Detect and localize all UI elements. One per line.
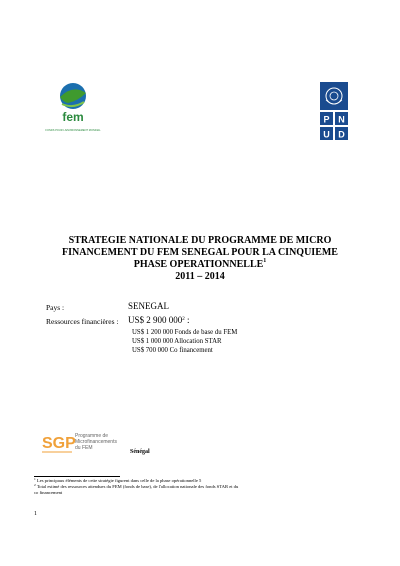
title-line-1: STRATEGIE NATIONALE DU PROGRAMME DE MICRO xyxy=(68,235,332,246)
sgp-emblem-icon xyxy=(42,428,117,464)
footnote-divider xyxy=(34,476,120,477)
svg-text:SGP: SGP xyxy=(42,435,76,452)
footnote-1: $^1$ Les principaux éléments de cette stratégie figurent dans celle de la phase opérationnelle 5 xyxy=(34,477,202,483)
footnotes xyxy=(34,478,364,496)
footnote-ref-2: 2 xyxy=(182,317,185,322)
resources-label: Ressources financières : xyxy=(46,317,119,326)
place-caption: Sénégal xyxy=(130,449,150,455)
sgp-logo xyxy=(42,428,117,464)
document-page: fem FONDS POUR L'ENVIRONNEMENT MONDIAL P N U D STRATEGIE NATIONALE DU PROGRAMME DE MICRO FINANCEMENT DU FEM SENEGAL POUR LA CINQUIEME PHASE OPERATIONNELLE$^1$ 2011 – 2014 Pays : SENEGAL Ressources financières : US$ 2 900 $000^2$ : US$ 1 200 000 Fonds de base du FEM US$ 1 000 000 Allocation STAR US$ 700 000 Co financement SGP Programme de Microfinancements du FEM Sénégal $^1$ Les principaux éléments de cette stratégie figurent dans celle de la phase opérationnelle 5 $^2$ Total estimé des ressources attendues du FEM (fonds de base), de l'allocation nationale des fonds STAR et du co financement 1 xyxy=(0,0,400,566)
undp-logo xyxy=(320,82,348,140)
svg-text:fem: fem xyxy=(62,110,84,124)
footnote-2: $^2$ Total estimé des ressources attendues du FEM (fonds de base), de l'allocation nationale des fonds STAR et du xyxy=(34,483,239,489)
title-line-2: FINANCEMENT DU FEM SENEGAL POUR LA CINQUIEME xyxy=(62,247,338,258)
fem-logo xyxy=(38,80,108,134)
fem-globe-icon xyxy=(38,80,108,134)
svg-text:Microfinancements: Microfinancements xyxy=(75,439,117,445)
title-line-3: PHASE OPERATIONNELLE$^1$ xyxy=(133,258,267,270)
footnote-2-continued: co financement xyxy=(34,490,63,495)
document-title xyxy=(30,235,370,283)
title-years: 2011 – 2014 xyxy=(175,271,225,282)
undp-emblem-icon xyxy=(320,82,348,140)
svg-text:D: D xyxy=(338,129,345,140)
svg-text:N: N xyxy=(338,114,345,125)
country-label: Pays : xyxy=(46,303,65,312)
svg-text:du FEM: du FEM xyxy=(75,445,93,451)
footnote-ref-1: 1 xyxy=(263,258,267,264)
svg-text:P: P xyxy=(323,114,330,125)
resources-value: US$ 2 900 $000^2$ : xyxy=(128,315,190,325)
svg-text:FONDS POUR L'ENVIRONNEMENT MON: FONDS POUR L'ENVIRONNEMENT MONDIAL xyxy=(45,129,101,132)
country-value: SENEGAL xyxy=(128,301,169,311)
svg-text:U: U xyxy=(323,129,330,140)
page-number: 1 xyxy=(34,511,37,517)
svg-text:Programme de: Programme de xyxy=(75,433,109,439)
